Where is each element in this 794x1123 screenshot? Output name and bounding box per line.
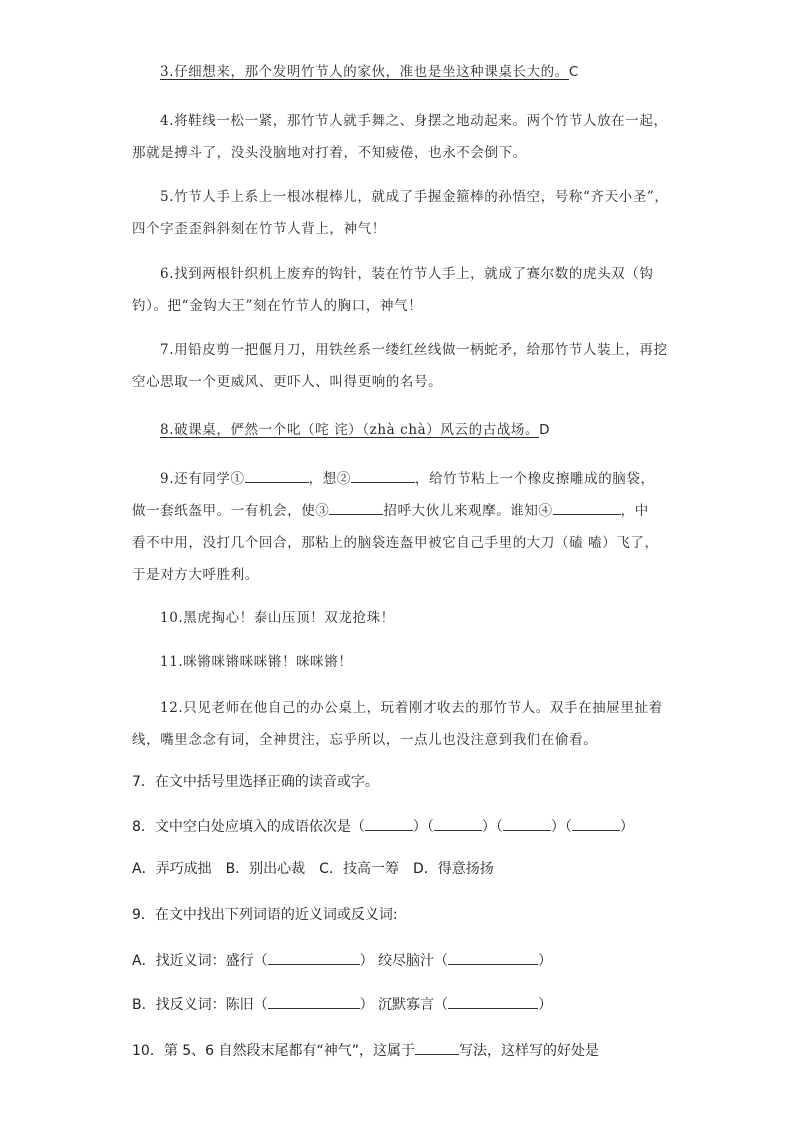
answer-mark: D (539, 422, 551, 438)
paragraph-3 (132, 56, 579, 89)
answer-blank-antonym-2[interactable] (448, 993, 538, 1009)
paragraph-9-line-2 (132, 495, 649, 528)
paragraph-5-line-1: 5.竹节人手上系上一根冰棍棒儿，就成了手握金箍棒的孙悟空，号称“齐天小圣”， (160, 189, 669, 205)
paragraph-7-line-1: 7.用铅皮剪一把偃月刀，用铁丝系一缕红丝线做一柄蛇矛，给那竹节人装上，再挖 (160, 342, 668, 358)
text-segment: 9.还有同学① (160, 471, 245, 487)
answer-blank-1[interactable] (365, 815, 413, 831)
paragraph-9-line-3: 看不中用，没打几个回合，那粘上的脑袋连盔甲被它自己手里的大刀（磕 嗑）飞了， (132, 535, 659, 551)
answer-mark: C (568, 64, 579, 80)
paragraph-10: 10.黑虎掏心！泰山压顶！双龙抢珠！ (160, 610, 395, 626)
paren: （ (350, 819, 365, 835)
text-segment: 写法，这样写的好处是 (459, 1043, 600, 1059)
paren: （ (495, 819, 503, 835)
question-8 (132, 815, 692, 837)
paragraph-6-line-1: 6.找到两根针织机上废弃的钩针，装在竹节人手上，就成了赛尔数的虎头双（钩 (160, 266, 654, 282)
answer-blank-synonym-2[interactable] (448, 949, 538, 965)
answer-blank-3[interactable] (503, 815, 551, 831)
answer-blank-2[interactable] (434, 815, 482, 831)
text-segment: 招呼大伙儿来观摩。谁知④ (383, 503, 553, 519)
text-segment: A．找近义词：盛行（ (132, 953, 268, 969)
answer-blank-4[interactable] (572, 815, 620, 831)
paren: （ (426, 819, 434, 835)
paren: ） (550, 819, 565, 835)
text-segment: ，给竹节粘上一个橡皮擦雕成的脑袋， (414, 471, 655, 487)
question-9-a (132, 949, 692, 971)
paragraph-6-line-2: 钓）。把“金钩大王”刻在竹节人的胸口，神气！ (132, 298, 423, 314)
paren: （ (564, 819, 572, 835)
underlined-sentence: 8.破课桌，俨然一个叱（咤 诧）（zhà chà）风云的古战场。 (160, 422, 540, 438)
paren: ） (412, 819, 427, 835)
paren: ） (619, 819, 634, 835)
text-segment: ） (538, 953, 553, 969)
text-segment: 做一套纸盔甲。一有机会，使③ (132, 503, 330, 519)
question-8-stem: 8．文中空白处应填入的成语依次是 (132, 819, 351, 835)
text-segment: B．找反义词：陈旧（ (132, 997, 268, 1013)
paragraph-4-line-2: 那就是搏斗了，没头没脑地对打着，不知疲倦，也永不会倒下。 (132, 145, 527, 161)
question-8-options: A．弄巧成拙 B．别出心裁 C．技高一筹 D．得意扬扬 (132, 861, 494, 877)
paragraph-4-line-1: 4.将鞋线一松一紧，那竹节人就手舞之、身摆之地动起来。两个竹节人放在一起， (160, 113, 668, 129)
paragraph-11: 11.咪锵咪锵咪咪锵！咪咪锵！ (160, 654, 353, 670)
text-segment: ） 沉默寡言（ (359, 997, 449, 1013)
blank-1[interactable] (245, 467, 309, 483)
text-segment: ，想② (308, 471, 351, 487)
answer-blank-technique[interactable] (415, 1039, 459, 1055)
paragraph-5-line-2: 四个字歪歪斜斜刻在竹节人背上，神气！ (132, 221, 386, 237)
paragraph-7-line-2: 空心思取一个更威风、更吓人、叫得更响的名号。 (132, 374, 443, 390)
paragraph-9-line-1 (132, 463, 655, 496)
text-segment: ，中 (620, 503, 649, 519)
question-10 (132, 1039, 692, 1061)
answer-blank-antonym-1[interactable] (268, 993, 360, 1009)
paragraph-9-line-4: 于是对方大呼胜利。 (132, 567, 259, 583)
paragraph-12-line-1: 12.只见老师在他自己的办公桌上，玩着刚才收去的那竹节人。双手在抽屉里扯着 (160, 700, 663, 716)
paren: ） (481, 819, 496, 835)
blank-2[interactable] (351, 467, 415, 483)
paragraph-12-line-2: 线，嘴里念念有词，全神贯注，忘乎所以，一点儿也没注意到我们在偷看。 (132, 732, 598, 748)
question-9: 9．在文中找出下列词语的近义词或反义词: (132, 907, 398, 923)
paragraph-8 (132, 414, 550, 447)
answer-blank-synonym-1[interactable] (268, 949, 360, 965)
underlined-sentence: 3.仔细想来，那个发明竹节人的家伙，准也是坐这种课桌长大的。 (160, 64, 569, 80)
question-9-b (132, 993, 692, 1015)
question-7: 7．在文中括号里选择正确的读音或字。 (132, 774, 379, 790)
blank-4[interactable] (553, 499, 621, 515)
text-segment: ） 绞尽脑汁（ (359, 953, 449, 969)
text-segment: 10．第 5、6 自然段末尾都有“神气”，这属于 (132, 1043, 416, 1059)
blank-3[interactable] (329, 499, 383, 515)
text-segment: ） (538, 997, 553, 1013)
